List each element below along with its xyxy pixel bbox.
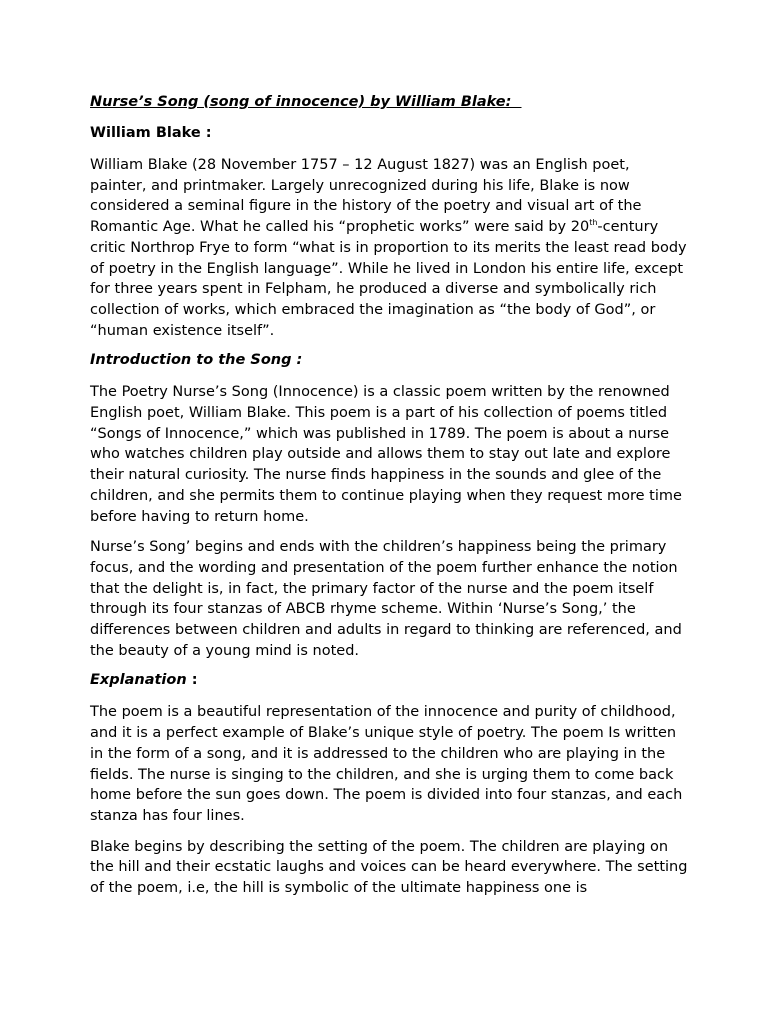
paragraph-explanation-2: Blake begins by describing the setting of the poem. The children are playing on the hill and their ecstatic laughs and voices can be heard everywhere. The setting of the poem, i.e, the hill is symbolic of the ultimate happiness one is xyxy=(90,838,688,897)
paragraph-blake-bio xyxy=(90,155,690,341)
paragraph-introduction-2: Nurse’s Song’ begins and ends with the children’s happiness being the primary focus, and the wording and presentation of the poem further enhance the notion that the delight is, in fact, the primary factor of the nurse and the poem itself through its four stanzas of ABCB rhyme scheme. Within ‘Nurse’s Song,’ the differences between children and adults in regard to thinking are referenced, and the beauty of a young mind is noted. xyxy=(90,539,682,659)
section-heading-suffix: : xyxy=(291,352,303,369)
section-heading-text: Introduction to the Song xyxy=(90,352,292,369)
document-title: Nurse’s Song (song of innocence) by William Blake: xyxy=(90,94,522,110)
paragraph-text: -century critic Northrop Frye to form “what is in proportion to its merits the least read body of poetry in the English language”. While he lived in London his entire life, except for three years spent in Felpham, he produced a diverse and symbolically rich collection of works, which embraced the imagination as “the body of God”, or “human existence itself”. xyxy=(90,219,687,339)
paragraph-introduction-1: The Poetry Nurse’s Song (Innocence) is a classic poem written by the renowned English poet, William Blake. This poem is a part of his collection of poems titled “Songs of Innocence,” which was published in 1789. The poem is about a nurse who watches children play outside and allows them to stay out late and explore their natural curiosity. The nurse finds happiness in the sounds and glee of the children, and she permits them to continue playing when they request more time before having to return home. xyxy=(90,384,682,525)
section-heading-explanation xyxy=(90,671,690,689)
section-heading-suffix: : xyxy=(200,125,212,141)
paragraph-explanation-1: The poem is a beautiful representation of the innocence and purity of childhood, and it is a perfect example of Blake’s unique style of poetry. The poem Is written in the form of a song, and it is addressed to the children who are playing in the fields. The nurse is singing to the children, and she is urging them to come back home before the sun goes down. The poem is divided into four stanzas, and each stanza has four lines. xyxy=(90,704,683,824)
section-heading-text: William Blake xyxy=(90,125,201,141)
section-heading-text: Explanation xyxy=(90,672,187,689)
section-heading-introduction xyxy=(90,351,690,369)
document-page xyxy=(90,93,690,909)
section-heading-william-blake xyxy=(90,124,690,142)
paragraph-text: William Blake (28 November 1757 – 12 August 1827) was an English poet, painter, and printmaker. Largely unrecognized during his life, Blake is now considered a seminal figure in the history of the poetry and visual art of the Romantic Age. What he called his “prophetic works” were said by 20 xyxy=(90,157,642,236)
ordinal-superscript: th xyxy=(589,218,598,228)
section-heading-suffix: : xyxy=(186,672,198,689)
